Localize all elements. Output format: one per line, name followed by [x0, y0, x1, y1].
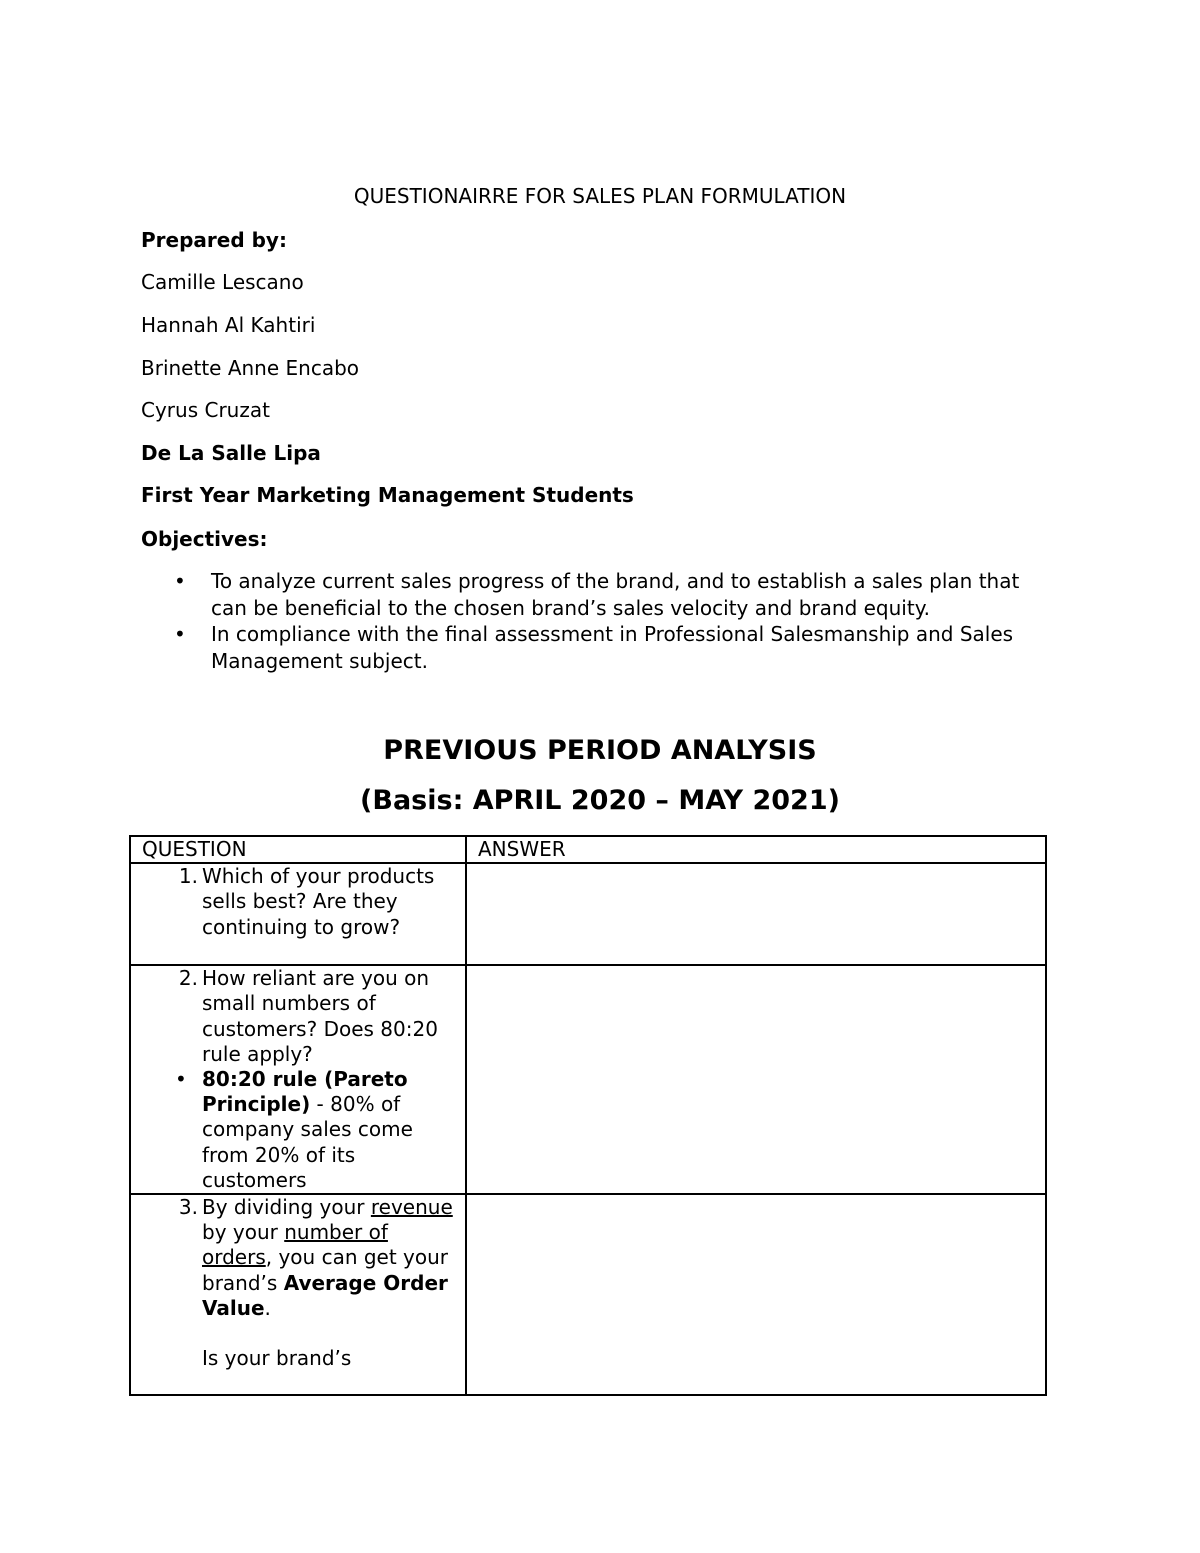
question-cell: [130, 863, 466, 965]
revenue-term: revenue: [370, 1195, 453, 1220]
objective-item: • To analyze current sales progress of the brand, and to establish a sales plan that can be beneficial to the chosen brand’s sales velocity and brand equity.: [141, 568, 1041, 621]
prepared-by-label: Prepared by:: [141, 228, 287, 252]
answer-cell[interactable]: [466, 863, 1046, 965]
question-number: 1.: [178, 864, 198, 889]
section-title: PREVIOUS PERIOD ANALYSIS: [383, 735, 817, 766]
section-basis: (Basis: APRIL 2020 – MAY 2021): [360, 785, 840, 816]
question-answer-table: [129, 835, 1047, 1396]
question-number: 2.: [178, 966, 198, 991]
question-text: How reliant are you on small numbers of customers? Does 80:20 rule apply?: [202, 966, 438, 1066]
pareto-definition: - 80% of company sales come from 20% of its customers: [202, 1092, 413, 1192]
school-name: De La Salle Lipa: [141, 441, 321, 465]
author-name: Hannah Al Kahtiri: [141, 313, 316, 337]
header-answer: ANSWER: [466, 836, 1046, 863]
objectives-label: Objectives:: [141, 527, 268, 551]
author-name: Brinette Anne Encabo: [141, 356, 360, 380]
question-text-part: Is your brand’s: [202, 1346, 352, 1371]
question-text-part: by your: [202, 1220, 285, 1245]
question-cell: [130, 1194, 466, 1395]
header-question: QUESTION: [130, 836, 466, 863]
table-row: [130, 965, 1046, 1194]
answer-cell[interactable]: [466, 965, 1046, 1194]
document-title: QUESTIONAIRRE FOR SALES PLAN FORMULATION: [353, 184, 847, 208]
objectives-list: [141, 568, 1041, 674]
author-name: Camille Lescano: [141, 270, 304, 294]
bullet-marker: •: [175, 1067, 187, 1092]
question-number: 3.: [178, 1195, 198, 1220]
question-text-part: , you can get your brand’s: [202, 1245, 449, 1295]
question-text-part: .: [264, 1295, 271, 1320]
table-row: [130, 1194, 1046, 1395]
answer-cell[interactable]: [466, 1194, 1046, 1395]
question-text-part: By dividing your: [202, 1195, 371, 1220]
question-text: Which of your products sells best? Are they continuing to grow?: [202, 864, 435, 939]
orders-term: number of orders: [202, 1220, 388, 1270]
student-group: First Year Marketing Management Students: [141, 483, 634, 507]
table-row: [130, 863, 1046, 965]
objective-item: • In compliance with the final assessment in Professional Salesmanship and Sales Management subject.: [141, 621, 1041, 674]
pareto-term: 80:20 rule (Pareto Principle): [202, 1067, 408, 1117]
author-name: Cyrus Cruzat: [141, 398, 270, 422]
question-cell: [130, 965, 466, 1194]
aov-term: Average Order Value: [202, 1270, 448, 1320]
table-header-row: [130, 836, 1046, 863]
